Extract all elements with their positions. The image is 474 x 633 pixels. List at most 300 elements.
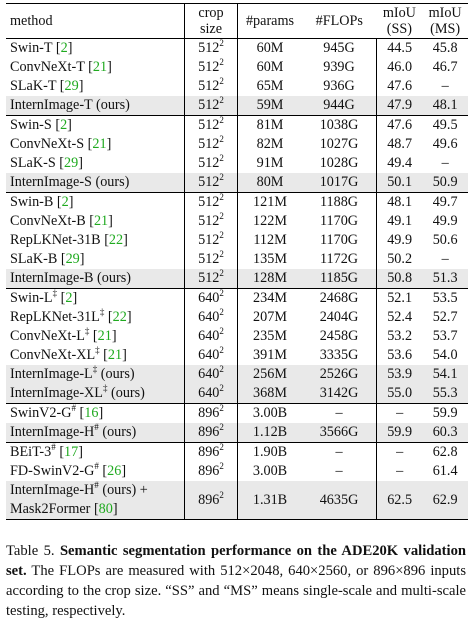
crop-exponent: 2 bbox=[219, 211, 224, 221]
crop-exponent: 2 bbox=[219, 403, 224, 413]
citation-link[interactable]: 26 bbox=[107, 463, 122, 479]
citation-link[interactable]: 21 bbox=[92, 59, 108, 75]
crop-size-value: 512 bbox=[198, 251, 220, 267]
miou-ms-value: – bbox=[441, 155, 449, 171]
crop-size-value: 640 bbox=[198, 366, 220, 382]
miou-ms-value: 49.7 bbox=[432, 194, 458, 210]
table-body bbox=[6, 39, 468, 520]
flops-value: 1027G bbox=[319, 136, 359, 152]
table-row bbox=[6, 154, 468, 173]
miou-ms-cell bbox=[422, 58, 468, 77]
flops-cell bbox=[302, 212, 377, 231]
miou-ms-value: 62.8 bbox=[432, 444, 458, 460]
params-cell bbox=[238, 58, 303, 77]
method-suffix: (ours) bbox=[97, 366, 135, 382]
flops-cell bbox=[302, 77, 377, 96]
table-row bbox=[6, 96, 468, 116]
method-cell: Swin-B [2] bbox=[6, 193, 185, 213]
crop-exponent: 2 bbox=[219, 268, 224, 278]
miou-ms-value: 55.3 bbox=[432, 385, 458, 401]
miou-ms-value: 54.0 bbox=[432, 347, 458, 363]
crop-size-cell bbox=[185, 96, 238, 116]
flops-value: 1185G bbox=[319, 270, 359, 286]
miou-ms-value: 49.6 bbox=[432, 136, 458, 152]
method-name: ConvNeXt-T bbox=[10, 59, 85, 75]
miou-ms-cell bbox=[422, 193, 468, 213]
flops-value: 1038G bbox=[319, 117, 359, 133]
flops-cell bbox=[302, 193, 377, 213]
miou-ms-value: – bbox=[441, 251, 449, 267]
method-marker: # bbox=[94, 461, 99, 471]
table-row bbox=[6, 250, 468, 269]
method-name: InternImage-XL bbox=[10, 385, 103, 401]
miou-ms-cell bbox=[422, 39, 468, 59]
params-value: 368M bbox=[253, 385, 287, 401]
miou-ms-value: 46.7 bbox=[432, 59, 458, 75]
miou-ms-cell bbox=[422, 346, 468, 365]
citation-link[interactable]: 21 bbox=[93, 213, 109, 229]
miou-ss-cell bbox=[377, 308, 423, 327]
miou-ms-value: 49.5 bbox=[432, 117, 458, 133]
results-table bbox=[6, 3, 468, 520]
miou-ss-cell bbox=[377, 250, 423, 269]
method-cell bbox=[6, 173, 185, 193]
crop-size-value: 512 bbox=[198, 155, 220, 171]
header-method-label: method bbox=[10, 13, 53, 29]
flops-value: 1170G bbox=[319, 213, 359, 229]
crop-size-cell bbox=[185, 58, 238, 77]
crop-size-cell bbox=[185, 269, 238, 289]
miou-ms-value: 52.7 bbox=[432, 309, 458, 325]
miou-ss-value: 55.0 bbox=[387, 385, 413, 401]
miou-ss-cell bbox=[377, 39, 423, 59]
flops-cell bbox=[302, 365, 377, 384]
flops-value: – bbox=[335, 405, 343, 421]
header-params-label: #params bbox=[245, 13, 295, 29]
params-cell bbox=[238, 404, 303, 424]
miou-ms-value: 60.3 bbox=[432, 424, 458, 440]
crop-exponent: 2 bbox=[219, 307, 224, 317]
crop-size-value: 512 bbox=[198, 194, 220, 210]
miou-ss-cell bbox=[377, 269, 423, 289]
method-name: SLaK-T bbox=[10, 78, 57, 94]
crop-exponent: 2 bbox=[219, 153, 224, 163]
flops-value: 1188G bbox=[319, 194, 359, 210]
citation-link[interactable]: 29 bbox=[64, 155, 79, 171]
method-suffix: (ours) bbox=[107, 385, 145, 401]
crop-size-cell bbox=[185, 308, 238, 327]
table-row bbox=[6, 443, 468, 463]
header-miou-ms-line1: mIoU bbox=[428, 5, 462, 21]
flops-value: 1028G bbox=[319, 155, 359, 171]
table-row bbox=[6, 481, 468, 520]
params-cell bbox=[238, 96, 303, 116]
miou-ms-value: 62.9 bbox=[432, 491, 458, 508]
params-cell bbox=[238, 327, 303, 346]
miou-ms-cell bbox=[422, 250, 468, 269]
method-name: SLaK-B bbox=[10, 251, 58, 267]
params-cell bbox=[238, 173, 303, 193]
crop-size-value: 896 bbox=[198, 444, 220, 460]
citation-link[interactable]: 21 bbox=[97, 328, 112, 344]
params-value: 112M bbox=[253, 232, 287, 248]
citation-link[interactable]: 80 bbox=[98, 501, 113, 517]
crop-size-value: 512 bbox=[198, 213, 220, 229]
flops-value: 936G bbox=[323, 78, 355, 94]
miou-ss-cell bbox=[377, 404, 423, 424]
miou-ss-value: 52.1 bbox=[387, 290, 413, 306]
params-cell bbox=[238, 384, 303, 404]
params-cell bbox=[238, 231, 303, 250]
miou-ms-value: 54.1 bbox=[432, 366, 458, 382]
crop-size-value: 896 bbox=[198, 463, 220, 479]
miou-ss-value: 47.9 bbox=[387, 97, 413, 113]
method-marker: # bbox=[51, 442, 56, 452]
crop-exponent: 2 bbox=[219, 95, 224, 105]
method-cell: SLaK-S [29] bbox=[6, 154, 185, 173]
citation-link[interactable]: 2 bbox=[60, 117, 68, 133]
method-cell: Swin-T [2] bbox=[6, 39, 185, 59]
params-value: 234M bbox=[253, 290, 287, 306]
miou-ms-cell bbox=[422, 365, 468, 384]
citation-link[interactable]: 21 bbox=[107, 347, 123, 363]
miou-ss-value: – bbox=[396, 444, 404, 460]
params-value: 59M bbox=[256, 97, 284, 113]
method-name: FD-SwinV2-G bbox=[10, 463, 95, 479]
flops-cell bbox=[302, 135, 377, 154]
method-marker: ‡ bbox=[92, 364, 98, 374]
crop-exponent: 2 bbox=[219, 326, 224, 336]
crop-exponent: 2 bbox=[219, 249, 224, 259]
params-cell bbox=[238, 212, 303, 231]
crop-size-value: 512 bbox=[198, 136, 220, 152]
params-value: 207M bbox=[253, 309, 287, 325]
method-name: ConvNeXt-XL bbox=[10, 347, 96, 363]
params-value: 121M bbox=[253, 194, 287, 210]
miou-ms-cell bbox=[422, 77, 468, 96]
params-value: 1.12B bbox=[252, 424, 288, 440]
miou-ms-cell bbox=[422, 462, 468, 481]
flops-value: 3566G bbox=[319, 424, 359, 440]
miou-ms-cell bbox=[422, 212, 468, 231]
method-name: SwinV2-G bbox=[10, 405, 72, 421]
params-cell bbox=[238, 135, 303, 154]
method-cell bbox=[6, 384, 185, 404]
miou-ss-value: 46.0 bbox=[387, 59, 413, 75]
crop-exponent: 2 bbox=[219, 489, 224, 500]
method-cell: Swin-S [2] bbox=[6, 116, 185, 136]
crop-size-value: 512 bbox=[198, 59, 220, 75]
method-name: RepLKNet-31L bbox=[10, 309, 100, 325]
params-cell bbox=[238, 77, 303, 96]
crop-size-cell bbox=[185, 39, 238, 59]
miou-ms-value: 53.5 bbox=[432, 290, 458, 306]
params-value: 80M bbox=[256, 174, 284, 190]
method-cell: ConvNeXt-S [21] bbox=[6, 135, 185, 154]
table-header bbox=[6, 4, 468, 39]
table-row bbox=[6, 384, 468, 404]
method-suffix: (ours) bbox=[98, 424, 137, 440]
flops-value: 939G bbox=[323, 59, 355, 75]
crop-size-cell bbox=[185, 77, 238, 96]
miou-ms-value: 51.3 bbox=[432, 270, 458, 286]
header-miou-ss-line2: (SS) bbox=[386, 21, 412, 37]
miou-ss-value: 49.4 bbox=[387, 155, 413, 171]
crop-size-cell bbox=[185, 481, 238, 520]
flops-value: 945G bbox=[323, 40, 355, 56]
miou-ss-cell bbox=[377, 173, 423, 193]
flops-value: – bbox=[335, 463, 343, 479]
citation-link[interactable]: 16 bbox=[84, 405, 99, 421]
table-row bbox=[6, 231, 468, 250]
method-cell: InternImage-H# (ours) + Mask2Former [80] bbox=[6, 481, 185, 520]
params-value: 135M bbox=[253, 251, 287, 267]
crop-size-value: 512 bbox=[198, 97, 220, 113]
method-name-line2: Mask2Former bbox=[10, 501, 91, 517]
method-cell: ConvNeXt-T [21] bbox=[6, 58, 185, 77]
miou-ms-cell bbox=[422, 289, 468, 309]
miou-ms-cell bbox=[422, 173, 468, 193]
miou-ss-value: – bbox=[396, 405, 404, 421]
method-suffix: (ours) + bbox=[98, 482, 148, 498]
flops-cell bbox=[302, 443, 377, 463]
miou-ss-cell bbox=[377, 212, 423, 231]
crop-exponent: 2 bbox=[219, 38, 224, 48]
miou-ss-value: 50.1 bbox=[387, 174, 413, 190]
method-cell: ConvNeXt-L‡ [21] bbox=[6, 327, 185, 346]
flops-cell bbox=[302, 116, 377, 136]
method-name: RepLKNet-31B bbox=[10, 232, 101, 248]
header-method bbox=[6, 4, 185, 39]
table-row bbox=[6, 346, 468, 365]
method-name: SLaK-S bbox=[10, 155, 56, 171]
miou-ss-value: 62.5 bbox=[387, 491, 413, 508]
method-cell bbox=[6, 423, 185, 443]
header-crop-line1: crop bbox=[198, 5, 224, 21]
table-row bbox=[6, 327, 468, 346]
header-crop-size bbox=[185, 4, 238, 39]
miou-ms-cell bbox=[422, 404, 468, 424]
crop-size-value: 640 bbox=[198, 328, 220, 344]
params-cell bbox=[238, 365, 303, 384]
header-miou-ms bbox=[422, 4, 468, 39]
citation-link[interactable]: 22 bbox=[112, 309, 127, 325]
method-cell: RepLKNet-31B [22] bbox=[6, 231, 185, 250]
miou-ss-cell bbox=[377, 289, 423, 309]
crop-size-cell bbox=[185, 173, 238, 193]
params-value: 60M bbox=[256, 40, 284, 56]
crop-exponent: 2 bbox=[219, 192, 224, 202]
miou-ss-value: – bbox=[396, 463, 404, 479]
params-value: 256M bbox=[253, 366, 287, 382]
flops-cell bbox=[302, 404, 377, 424]
crop-size-value: 512 bbox=[198, 270, 220, 286]
flops-value: 2468G bbox=[319, 290, 359, 306]
params-cell bbox=[238, 423, 303, 443]
method-name: InternImage-S (ours) bbox=[10, 174, 130, 190]
method-marker: ‡ bbox=[52, 288, 58, 298]
table-row bbox=[6, 289, 468, 309]
crop-size-cell bbox=[185, 154, 238, 173]
miou-ss-cell bbox=[377, 58, 423, 77]
params-value: 122M bbox=[253, 213, 287, 229]
miou-ss-value: 53.9 bbox=[387, 366, 413, 382]
crop-exponent: 2 bbox=[219, 364, 224, 374]
crop-exponent: 2 bbox=[219, 442, 224, 452]
params-cell bbox=[238, 250, 303, 269]
flops-cell bbox=[302, 154, 377, 173]
miou-ms-cell bbox=[422, 423, 468, 443]
miou-ms-value: 49.9 bbox=[432, 213, 458, 229]
flops-cell bbox=[302, 289, 377, 309]
crop-size-value: 512 bbox=[198, 232, 220, 248]
caption-label: Table 5. bbox=[6, 543, 55, 559]
flops-value: 1017G bbox=[319, 174, 359, 190]
header-crop-line2: size bbox=[199, 21, 223, 37]
header-flops-label: #FLOPs bbox=[315, 13, 363, 29]
citation-link[interactable]: 22 bbox=[108, 232, 124, 248]
flops-cell bbox=[302, 423, 377, 443]
method-marker: ‡ bbox=[84, 326, 90, 336]
crop-size-cell bbox=[185, 212, 238, 231]
miou-ms-cell bbox=[422, 327, 468, 346]
method-marker: ‡ bbox=[99, 307, 105, 317]
flops-cell bbox=[302, 250, 377, 269]
table-row bbox=[6, 77, 468, 96]
miou-ss-cell bbox=[377, 462, 423, 481]
miou-ss-cell bbox=[377, 443, 423, 463]
table-row bbox=[6, 173, 468, 193]
crop-size-value: 896 bbox=[198, 424, 220, 440]
method-name: InternImage-B (ours) bbox=[10, 270, 131, 286]
miou-ss-cell bbox=[377, 77, 423, 96]
miou-ms-value: 61.4 bbox=[432, 463, 458, 479]
flops-value: 2404G bbox=[319, 309, 359, 325]
miou-ms-cell bbox=[422, 116, 468, 136]
miou-ms-cell bbox=[422, 154, 468, 173]
params-value: 3.00B bbox=[252, 405, 288, 421]
crop-exponent: 2 bbox=[219, 345, 224, 355]
flops-cell bbox=[302, 173, 377, 193]
flops-value: 3142G bbox=[319, 385, 359, 401]
crop-size-cell bbox=[185, 443, 238, 463]
crop-size-cell bbox=[185, 193, 238, 213]
params-cell bbox=[238, 154, 303, 173]
miou-ss-cell bbox=[377, 96, 423, 116]
method-name: Swin-B bbox=[10, 194, 54, 210]
miou-ss-value: 52.4 bbox=[387, 309, 413, 325]
crop-size-value: 512 bbox=[198, 117, 220, 133]
miou-ss-cell bbox=[377, 135, 423, 154]
citation-link[interactable]: 21 bbox=[92, 136, 107, 152]
miou-ss-value: 59.9 bbox=[387, 424, 413, 440]
method-cell: BEiT-3# [17] bbox=[6, 443, 185, 463]
miou-ss-value: 47.6 bbox=[387, 78, 413, 94]
crop-exponent: 2 bbox=[219, 115, 224, 125]
flops-value: 944G bbox=[323, 97, 355, 113]
params-value: 3.00B bbox=[252, 463, 288, 479]
miou-ss-cell bbox=[377, 346, 423, 365]
citation-link[interactable]: 2 bbox=[65, 290, 73, 306]
miou-ss-cell bbox=[377, 423, 423, 443]
table-row bbox=[6, 193, 468, 213]
miou-ss-value: 53.6 bbox=[387, 347, 413, 363]
flops-cell bbox=[302, 481, 377, 520]
params-cell bbox=[238, 462, 303, 481]
params-cell bbox=[238, 308, 303, 327]
crop-size-cell bbox=[185, 404, 238, 424]
miou-ss-value: 48.7 bbox=[387, 136, 413, 152]
params-value: 1.90B bbox=[252, 444, 288, 460]
method-name: BEiT-3 bbox=[10, 444, 52, 460]
citation-link[interactable]: 2 bbox=[61, 194, 69, 210]
params-value: 60M bbox=[256, 59, 284, 75]
miou-ss-value: 47.6 bbox=[387, 117, 413, 133]
params-cell bbox=[238, 443, 303, 463]
table-row bbox=[6, 308, 468, 327]
miou-ms-cell bbox=[422, 481, 468, 520]
flops-cell bbox=[302, 96, 377, 116]
miou-ms-value: 50.9 bbox=[432, 174, 458, 190]
method-cell: FD-SwinV2-G# [26] bbox=[6, 462, 185, 481]
header-miou-ms-line2: (MS) bbox=[430, 21, 461, 37]
miou-ss-value: 48.1 bbox=[387, 194, 413, 210]
caption-title: Semantic segmentation performance on the ADE20K validation set. bbox=[6, 543, 466, 579]
flops-value: 1170G bbox=[319, 232, 359, 248]
method-name: InternImage-H bbox=[10, 482, 95, 498]
table-row bbox=[6, 135, 468, 154]
flops-value: 3335G bbox=[319, 347, 359, 363]
params-cell bbox=[238, 193, 303, 213]
crop-size-cell bbox=[185, 250, 238, 269]
params-value: 235M bbox=[253, 328, 287, 344]
flops-cell bbox=[302, 58, 377, 77]
miou-ss-cell bbox=[377, 116, 423, 136]
crop-exponent: 2 bbox=[219, 172, 224, 182]
citation-link[interactable]: 17 bbox=[64, 444, 79, 460]
citation-link[interactable]: 29 bbox=[64, 78, 79, 94]
miou-ss-cell bbox=[377, 193, 423, 213]
miou-ms-cell bbox=[422, 135, 468, 154]
crop-size-value: 512 bbox=[198, 174, 220, 190]
params-value: 65M bbox=[256, 78, 284, 94]
crop-size-cell bbox=[185, 365, 238, 384]
citation-link[interactable]: 2 bbox=[60, 40, 68, 56]
citation-link[interactable]: 29 bbox=[65, 251, 80, 267]
method-cell bbox=[6, 96, 185, 116]
params-value: 91M bbox=[256, 155, 284, 171]
crop-size-cell bbox=[185, 289, 238, 309]
table-row bbox=[6, 365, 468, 384]
params-value: 81M bbox=[256, 117, 284, 133]
crop-size-cell bbox=[185, 423, 238, 443]
miou-ms-value: 45.8 bbox=[432, 40, 458, 56]
flops-value: 2526G bbox=[319, 366, 359, 382]
method-marker: ‡ bbox=[102, 383, 108, 393]
method-marker: ‡ bbox=[95, 345, 100, 355]
params-value: 1.31B bbox=[252, 491, 288, 508]
method-cell: RepLKNet-31L‡ [22] bbox=[6, 308, 185, 327]
method-name: InternImage-T (ours) bbox=[10, 97, 130, 113]
miou-ms-value: 50.6 bbox=[432, 232, 458, 248]
flops-cell bbox=[302, 39, 377, 59]
crop-exponent: 2 bbox=[219, 76, 224, 86]
method-name: ConvNeXt-B bbox=[10, 213, 86, 229]
miou-ss-cell bbox=[377, 327, 423, 346]
table-row bbox=[6, 212, 468, 231]
crop-size-value: 640 bbox=[198, 385, 220, 401]
miou-ms-cell bbox=[422, 443, 468, 463]
